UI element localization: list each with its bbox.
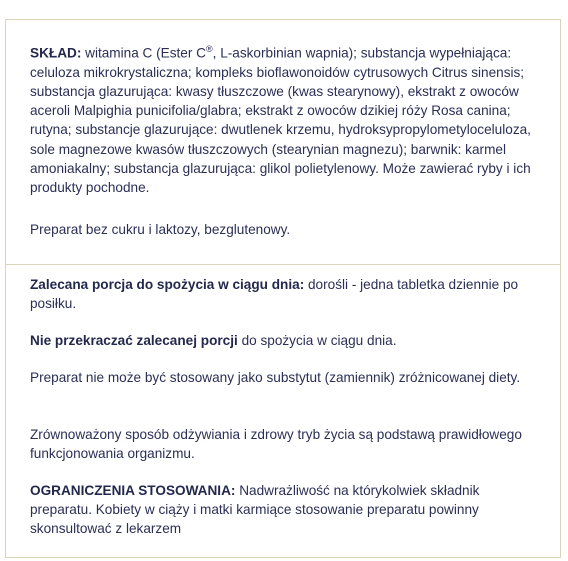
free-from-text: Preparat bez cukru i laktozy, bezglutenowy. [30, 222, 291, 237]
dosage-label: Zalecana porcja do spożycia w ciągu dnia: [30, 277, 305, 292]
substitute-text: Preparat nie może być stosowany jako substytut (zamiennik) zróżnicowanej diety. [30, 370, 521, 385]
composition-label: SKŁAD: [30, 45, 82, 61]
warning-text: do spożycia w ciągu dnia. [237, 333, 397, 348]
warning-paragraph [30, 331, 540, 350]
restrictions-paragraph [30, 481, 540, 539]
lifestyle-text: Zrównoważony sposób odżywiania i zdrowy tryb życia są podstawą prawidłowego funkcjonowania organizmu. [30, 427, 522, 462]
composition-text-a: witamina C (Ester C [81, 45, 206, 61]
section-divider [6, 264, 560, 265]
dosage-paragraph [30, 275, 540, 313]
restrictions-label: OGRANICZENIA STOSOWANIA: [30, 483, 236, 498]
composition-text-b: , L-askorbinian wapnia); substancja wypełniająca: celuloza mikrokrystaliczna; kompleks bioflawonoidów cytrusowych Citrus sinensis; substancja glazurująca: kwasy tłuszczowe (kwas stearynowy), ekstrakt z owoców aceroli Malpighia punicifolia/glabra; ekstrakt z owoców dzikiej róży Rosa canina; rutyna; substancje glazurujące: dwutlenek krzemu, hydroksypropylometyloceluloza, sole magnezowe kwasów tłuszczowych (stearynian magnezu); barwnik: karmel amoniakalny; substancja glazurująca: glikol polietylenowy. Może zawierać ryby i ich produkty pochodne. [30, 45, 531, 195]
composition-section [6, 20, 560, 264]
product-info-card [5, 19, 561, 558]
dosage-text: dorośli - jedna tabletka dziennie po posiłku. [30, 277, 519, 312]
restrictions-text: Nadwrażliwość na którykolwiek składnik preparatu. Kobiety w ciąży i matki karmiące stosowanie preparatu powinny skonsultować z lekarzem [30, 483, 480, 537]
warning-label: Nie przekraczać zalecanej porcji [30, 333, 238, 348]
composition-paragraph [30, 40, 540, 197]
registered-mark: ® [206, 44, 213, 54]
